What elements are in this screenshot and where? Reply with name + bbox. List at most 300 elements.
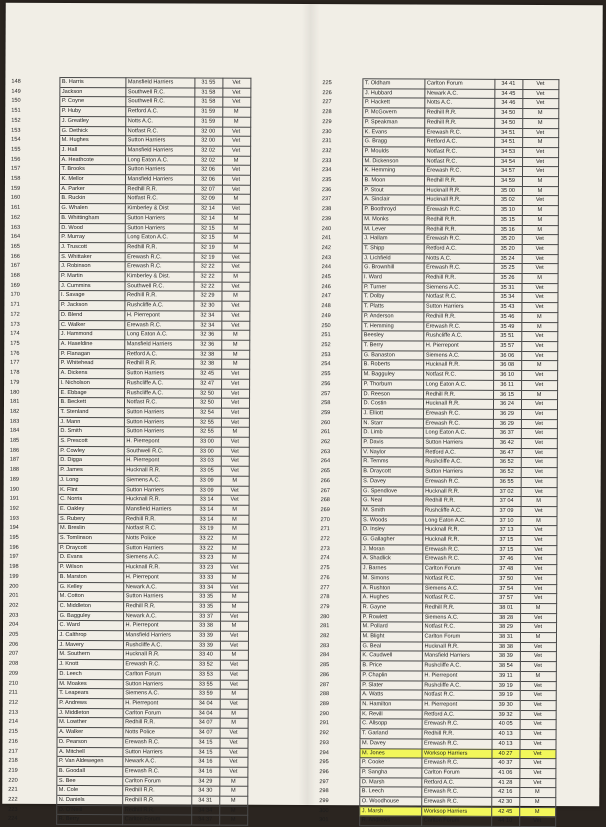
- finish-time-cell: 33 35: [192, 602, 220, 612]
- runner-name-cell: J. Cummins: [58, 281, 124, 291]
- category-cell: M: [521, 361, 557, 371]
- runner-name-cell: J. Knott: [57, 660, 123, 670]
- club-cell: Retford A.C.: [423, 448, 493, 458]
- position-cell: 297: [317, 777, 359, 787]
- club-cell: Hucknall R.R.: [423, 399, 493, 409]
- category-cell: M: [222, 224, 250, 234]
- finish-time-cell: 34 04: [192, 699, 220, 709]
- club-cell: Erewash R.C.: [423, 477, 493, 487]
- category-cell: Vet: [520, 574, 556, 584]
- category-cell: Vet: [522, 99, 558, 109]
- category-cell: Vet: [520, 730, 556, 740]
- category-cell: M: [519, 797, 555, 807]
- category-cell: Vet: [521, 371, 557, 381]
- category-cell: Vet: [521, 468, 557, 478]
- finish-time-cell: 32 45: [193, 369, 221, 379]
- result-row: [317, 816, 555, 827]
- finish-time-cell: 34 15: [192, 738, 220, 748]
- position-cell: 206: [7, 640, 57, 650]
- runner-name-cell: S. Rubery: [57, 514, 123, 524]
- position-cell: 195: [7, 533, 57, 543]
- club-cell: Redhill R.R.: [123, 514, 192, 524]
- club-cell: Sutton Harriers: [125, 136, 194, 146]
- position-cell: 247: [319, 292, 361, 302]
- club-cell: Mansfield Harriers: [125, 146, 194, 156]
- finish-time-cell: 32 19: [194, 253, 222, 263]
- runner-name-cell: T. Dolby: [361, 292, 423, 302]
- club-cell: Rushcliffe A.C.: [124, 379, 193, 389]
- finish-time-cell: 33 19: [192, 524, 220, 534]
- club-cell: Erewash R.C.: [423, 322, 493, 332]
- club-cell: Notfast R.C.: [123, 524, 192, 534]
- runner-name-cell: P. Huby: [59, 107, 125, 117]
- club-cell: Carlton Forum: [122, 815, 191, 825]
- finish-time-cell: 44 10: [491, 817, 519, 827]
- club-cell: Notfast R.C.: [424, 157, 494, 167]
- position-cell: 204: [7, 621, 57, 631]
- club-cell: Retford A.C.: [424, 137, 494, 147]
- category-cell: Vet: [221, 486, 249, 496]
- position-cell: 214: [7, 718, 57, 728]
- category-cell: Vet: [221, 301, 249, 311]
- category-cell: M: [220, 544, 248, 554]
- runner-name-cell: C. Allsopp: [360, 719, 422, 729]
- finish-time-cell: 33 14: [192, 515, 220, 525]
- finish-time-cell: 39 32: [492, 710, 520, 720]
- club-cell: Notfast R.C.: [124, 398, 193, 408]
- finish-time-cell: 34 34: [191, 806, 219, 816]
- club-cell: Notfast R.C.: [424, 147, 494, 157]
- club-cell: Notfast R.C.: [422, 690, 492, 700]
- category-cell: M: [220, 515, 248, 525]
- club-cell: Notfast R.C.: [422, 622, 492, 632]
- finish-time-cell: 31 59: [194, 107, 222, 117]
- club-cell: Redhill R.R.: [125, 243, 194, 253]
- position-cell: 149: [9, 87, 59, 97]
- category-cell: Vet: [221, 495, 249, 505]
- club-cell: Rushcliffe A.C.: [123, 641, 192, 651]
- club-cell: H. Pierrepont: [422, 671, 492, 681]
- finish-time-cell: 35 34: [493, 293, 521, 303]
- position-cell: 211: [7, 689, 57, 699]
- position-cell: 280: [318, 612, 360, 622]
- position-cell: 210: [7, 679, 57, 689]
- position-cell: 168: [9, 271, 59, 281]
- position-cell: 231: [320, 137, 362, 147]
- finish-time-cell: 36 42: [493, 438, 521, 448]
- position-cell: 268: [319, 496, 361, 506]
- results-table-left: [6, 77, 251, 826]
- finish-time-cell: 31 55: [194, 78, 222, 88]
- club-cell: Sutton Harriers: [423, 302, 493, 312]
- finish-time-cell: 32 09: [194, 194, 222, 204]
- position-cell: 165: [9, 242, 59, 252]
- position-cell: 244: [320, 263, 362, 273]
- club-cell: H. Pierrepont: [422, 700, 492, 710]
- club-cell: Hucknall R.R.: [123, 563, 192, 573]
- position-cell: 242: [320, 244, 362, 254]
- club-cell: Erewash R.C.: [422, 554, 492, 564]
- finish-time-cell: 40 13: [491, 739, 519, 749]
- runner-name-cell: P. Martin: [59, 271, 125, 281]
- position-cell: 187: [8, 456, 58, 466]
- position-cell: 285: [318, 661, 360, 671]
- club-cell: Hucknall R.R.: [424, 195, 494, 205]
- position-cell: 272: [318, 535, 360, 545]
- finish-time-cell: 33 22: [192, 534, 220, 544]
- runner-name-cell: C. Middleton: [57, 601, 123, 611]
- finish-time-cell: 33 05: [193, 466, 221, 476]
- category-cell: Vet: [219, 757, 247, 767]
- category-cell: M: [520, 671, 556, 681]
- runner-name-cell: O. Woodhouse: [359, 797, 421, 807]
- finish-time-cell: 37 50: [492, 574, 520, 584]
- finish-time-cell: 36 55: [493, 477, 521, 487]
- finish-time-cell: 36 52: [493, 458, 521, 468]
- runner-name-cell: G. Kelley: [57, 582, 123, 592]
- finish-time-cell: 32 36: [193, 330, 221, 340]
- club-cell: Siemens A.C.: [123, 553, 192, 563]
- runner-name-cell: D. Costin: [361, 399, 423, 409]
- club-cell: Erewash R.C.: [422, 545, 492, 555]
- club-cell: Sutton Harriers: [124, 427, 193, 437]
- runner-name-cell: S. Tomlinson: [57, 533, 123, 543]
- club-cell: Redhill R.R.: [424, 215, 494, 225]
- runner-name-cell: J. Hall: [59, 145, 125, 155]
- runner-name-cell: P. Andrews: [57, 698, 123, 708]
- runner-name-cell: P. Murray: [59, 233, 125, 243]
- runner-name-cell: D. Smith: [58, 427, 124, 437]
- runner-name-cell: C. Ward: [57, 621, 123, 631]
- finish-time-cell: 32 36: [193, 340, 221, 350]
- runner-name-cell: A. Walker: [57, 728, 123, 738]
- club-cell: Kimberley & Dist.: [125, 272, 194, 282]
- category-cell: M: [519, 788, 555, 798]
- category-cell: Vet: [220, 612, 248, 622]
- finish-time-cell: 36 24: [493, 400, 521, 410]
- finish-time-cell: 31 58: [194, 88, 222, 98]
- finish-time-cell: 33 09: [193, 486, 221, 496]
- category-cell: M: [220, 622, 248, 632]
- category-cell: M: [522, 118, 558, 128]
- category-cell: Vet: [520, 555, 556, 565]
- position-cell: 259: [319, 408, 361, 418]
- club-cell: Siemens A.C.: [423, 283, 493, 293]
- finish-time-cell: 33 35: [192, 592, 220, 602]
- position-cell: 225: [320, 79, 362, 89]
- club-cell: Sutton Harriers: [125, 223, 194, 233]
- category-cell: Vet: [519, 749, 555, 759]
- position-cell: 250: [319, 321, 361, 331]
- club-cell: Notfast R.C.: [423, 292, 493, 302]
- category-cell: Vet: [519, 778, 555, 788]
- club-cell: Rushcliffe A.C.: [423, 506, 493, 516]
- category-cell: M: [220, 651, 248, 661]
- runner-name-cell: P. Wilson: [57, 563, 123, 573]
- finish-time-cell: 34 50: [494, 118, 522, 128]
- position-cell: 264: [319, 457, 361, 467]
- finish-time-cell: 35 10: [494, 205, 522, 215]
- category-cell: Vet: [220, 680, 248, 690]
- position-cell: 152: [9, 116, 59, 126]
- position-cell: 201: [7, 591, 57, 601]
- position-cell: 150: [9, 97, 59, 107]
- category-cell: Vet: [221, 311, 249, 321]
- club-cell: Sutton Harriers: [124, 369, 193, 379]
- runner-name-cell: S. Prescott: [58, 436, 124, 446]
- position-cell: 251: [319, 331, 361, 341]
- finish-time-cell: 32 15: [194, 224, 222, 234]
- category-cell: Vet: [221, 418, 249, 428]
- club-cell: Southwell R.C.: [125, 87, 194, 97]
- category-cell: Vet: [521, 438, 557, 448]
- finish-time-cell: 34 07: [192, 718, 220, 728]
- runner-name-cell: P. Flanagan: [58, 349, 124, 359]
- category-cell: M: [522, 206, 558, 216]
- finish-time-cell: 42 16: [491, 788, 519, 798]
- runner-name-cell: A. Dickens: [58, 369, 124, 379]
- club-cell: Retford A.C.: [125, 107, 194, 117]
- runner-name-cell: J. Greatley: [59, 116, 125, 126]
- club-cell: Siemens A.C.: [423, 351, 493, 361]
- category-cell: Vet: [220, 699, 248, 709]
- position-cell: 287: [318, 680, 360, 690]
- category-cell: M: [222, 107, 250, 117]
- runner-name-cell: K. Hemming: [362, 166, 424, 176]
- category-cell: M: [521, 322, 557, 332]
- position-cell: 180: [8, 388, 58, 398]
- club-cell: Notts Police: [123, 728, 192, 738]
- club-cell: Redhill R.R.: [423, 390, 493, 400]
- position-cell: 236: [320, 185, 362, 195]
- category-cell: Vet: [222, 98, 250, 108]
- runner-name-cell: C. Norris: [58, 495, 124, 505]
- finish-time-cell: 35 51: [493, 332, 521, 342]
- club-cell: Redhill R.R.: [424, 118, 494, 128]
- position-cell: 266: [319, 476, 361, 486]
- position-cell: 169: [8, 281, 58, 291]
- runner-name-cell: G. Banaston: [361, 350, 423, 360]
- club-cell: Erewash R.C.: [423, 419, 493, 429]
- category-cell: Vet: [521, 419, 557, 429]
- position-cell: 155: [9, 145, 59, 155]
- club-cell: Carlton Forum: [421, 816, 491, 826]
- club-cell: Sutton Harriers: [123, 679, 192, 689]
- category-cell: Vet: [521, 303, 557, 313]
- position-cell: 172: [8, 310, 58, 320]
- runner-name-cell: K. Revill: [360, 709, 422, 719]
- runner-name-cell: P. Cooke: [359, 758, 421, 768]
- category-cell: M: [222, 233, 250, 243]
- category-cell: Vet: [221, 282, 249, 292]
- category-cell: Vet: [222, 175, 250, 185]
- category-cell: Vet: [221, 457, 249, 467]
- position-cell: 298: [317, 787, 359, 797]
- finish-time-cell: 33 59: [192, 689, 220, 699]
- position-cell: 162: [9, 213, 59, 223]
- position-cell: 192: [8, 504, 58, 514]
- category-cell: Vet: [522, 167, 558, 177]
- category-cell: Vet: [521, 380, 557, 390]
- club-cell: Notfast R.C.: [422, 593, 492, 603]
- club-cell: Carlton Forum: [421, 768, 491, 778]
- club-cell: Redhill R.R.: [124, 359, 193, 369]
- finish-time-cell: 37 46: [492, 555, 520, 565]
- runner-name-cell: J. Middleton: [57, 708, 123, 718]
- runner-name-cell: J. Long: [58, 475, 124, 485]
- finish-time-cell: 36 29: [493, 409, 521, 419]
- position-cell: 167: [9, 262, 59, 272]
- finish-time-cell: 33 38: [192, 621, 220, 631]
- position-cell: 288: [318, 690, 360, 700]
- position-cell: 148: [9, 77, 59, 87]
- club-cell: Erewash R.C.: [422, 739, 492, 749]
- club-cell: H. Pierrepont: [124, 456, 193, 466]
- runner-name-cell: J. Lichfield: [362, 253, 424, 263]
- finish-time-cell: 32 02: [194, 146, 222, 156]
- category-cell: Vet: [521, 332, 557, 342]
- category-cell: M: [220, 719, 248, 729]
- position-cell: 158: [9, 174, 59, 184]
- runner-name-cell: N. Hamilton: [360, 700, 422, 710]
- runner-name-cell: K. Caudwell: [360, 651, 422, 661]
- runner-name-cell: R. Andrews: [359, 816, 421, 826]
- category-cell: M: [222, 214, 250, 224]
- runner-name-cell: T. Brooks: [59, 165, 125, 175]
- position-cell: 230: [320, 127, 362, 137]
- category-cell: Vet: [219, 767, 247, 777]
- position-cell: 228: [320, 108, 362, 118]
- club-cell: Hucknall R.R.: [424, 186, 494, 196]
- results-column-right: [317, 78, 559, 827]
- position-cell: 292: [318, 729, 360, 739]
- club-cell: Southwell R.C.: [124, 446, 193, 456]
- category-cell: M: [219, 777, 247, 787]
- finish-time-cell: 37 48: [492, 564, 520, 574]
- runner-name-cell: C. Walker: [58, 320, 124, 330]
- club-cell: Sutton Harriers: [122, 747, 191, 757]
- runner-name-cell: M. Southern: [57, 650, 123, 660]
- runner-name-cell: A. Hughes: [360, 593, 422, 603]
- runner-name-cell: P. Hackett: [362, 98, 424, 108]
- runner-name-cell: B. Moon: [362, 176, 424, 186]
- finish-time-cell: 38 29: [492, 623, 520, 633]
- results-table-right: [317, 78, 559, 827]
- position-cell: 190: [8, 485, 58, 495]
- runner-name-cell: G. Gallagher: [360, 535, 422, 545]
- club-cell: H. Pierrepont: [123, 573, 192, 583]
- category-cell: Vet: [521, 400, 557, 410]
- category-cell: Vet: [222, 146, 250, 156]
- finish-time-cell: 39 19: [492, 681, 520, 691]
- finish-time-cell: 32 02: [194, 156, 222, 166]
- category-cell: Vet: [521, 487, 557, 497]
- category-cell: Vet: [521, 409, 557, 419]
- position-cell: 218: [6, 756, 56, 766]
- position-cell: 157: [9, 165, 59, 175]
- position-cell: 254: [319, 360, 361, 370]
- category-cell: Vet: [221, 408, 249, 418]
- runner-name-cell: G. Dethick: [59, 126, 125, 136]
- category-cell: Vet: [222, 136, 250, 146]
- position-cell: 237: [320, 195, 362, 205]
- runner-name-cell: R. Berry: [56, 815, 122, 825]
- category-cell: M: [220, 602, 248, 612]
- club-cell: Redhill R.R.: [123, 602, 192, 612]
- position-cell: 252: [319, 341, 361, 351]
- runner-name-cell: P. Speakman: [362, 118, 424, 128]
- category-cell: Vet: [520, 652, 556, 662]
- club-cell: Erewash R.C.: [423, 409, 493, 419]
- finish-time-cell: 32 29: [193, 291, 221, 301]
- runner-name-cell: I. Nicholson: [58, 378, 124, 388]
- club-cell: Hucknall R.R.: [423, 487, 493, 497]
- finish-time-cell: 39 19: [492, 691, 520, 701]
- position-cell: 227: [320, 98, 362, 108]
- position-cell: 255: [319, 370, 361, 380]
- runner-name-cell: P. Rowlett: [360, 612, 422, 622]
- category-cell: M: [222, 272, 250, 282]
- finish-time-cell: 32 38: [193, 350, 221, 360]
- finish-time-cell: 41 06: [491, 768, 519, 778]
- runner-name-cell: D. Pearson: [57, 737, 123, 747]
- position-cell: 232: [320, 146, 362, 156]
- club-cell: Hucknall R.R.: [422, 535, 492, 545]
- finish-time-cell: 34 46: [494, 99, 522, 109]
- runner-name-cell: A. Watts: [360, 690, 422, 700]
- position-cell: 295: [317, 758, 359, 768]
- runner-name-cell: S. Bee: [56, 776, 122, 786]
- category-cell: Vet: [222, 185, 250, 195]
- club-cell: Carlton Forum: [123, 670, 192, 680]
- position-cell: 151: [9, 106, 59, 116]
- category-cell: M: [520, 603, 556, 613]
- club-cell: Hucknall R.R.: [124, 495, 193, 505]
- club-cell: Erewash R.C.: [123, 738, 192, 748]
- runner-name-cell: M. Bagguley: [361, 370, 423, 380]
- runner-name-cell: G. Whalen: [59, 204, 125, 214]
- finish-time-cell: 34 16: [191, 767, 219, 777]
- category-cell: Vet: [221, 398, 249, 408]
- category-cell: Vet: [220, 583, 248, 593]
- finish-time-cell: 33 37: [192, 612, 220, 622]
- runner-name-cell: M. Breslin: [57, 524, 123, 534]
- position-cell: 198: [7, 562, 57, 572]
- finish-time-cell: 36 47: [493, 448, 521, 458]
- club-cell: Redhill R.R.: [424, 108, 494, 118]
- runner-name-cell: D. Limb: [361, 428, 423, 438]
- category-cell: Vet: [222, 78, 250, 88]
- category-cell: M: [522, 225, 558, 235]
- runner-name-cell: P. Moulds: [362, 147, 424, 157]
- category-cell: Vet: [520, 691, 556, 701]
- runner-name-cell: J. Elliott: [361, 409, 423, 419]
- finish-time-cell: 32 22: [193, 282, 221, 292]
- finish-time-cell: 33 23: [192, 563, 220, 573]
- category-cell: Vet: [522, 244, 558, 254]
- finish-time-cell: 35 49: [493, 322, 521, 332]
- position-cell: 200: [7, 582, 57, 592]
- runner-name-cell: T. Berry: [361, 341, 423, 351]
- finish-time-cell: 32 22: [194, 272, 222, 282]
- category-cell: M: [520, 516, 556, 526]
- runner-name-cell: M. Simons: [360, 574, 422, 584]
- category-cell: M: [221, 340, 249, 350]
- club-cell: Carlton Forum: [424, 79, 494, 89]
- club-cell: Rushcliffe A.C.: [423, 457, 493, 467]
- category-cell: Vet: [221, 379, 249, 389]
- category-cell: M: [222, 195, 250, 205]
